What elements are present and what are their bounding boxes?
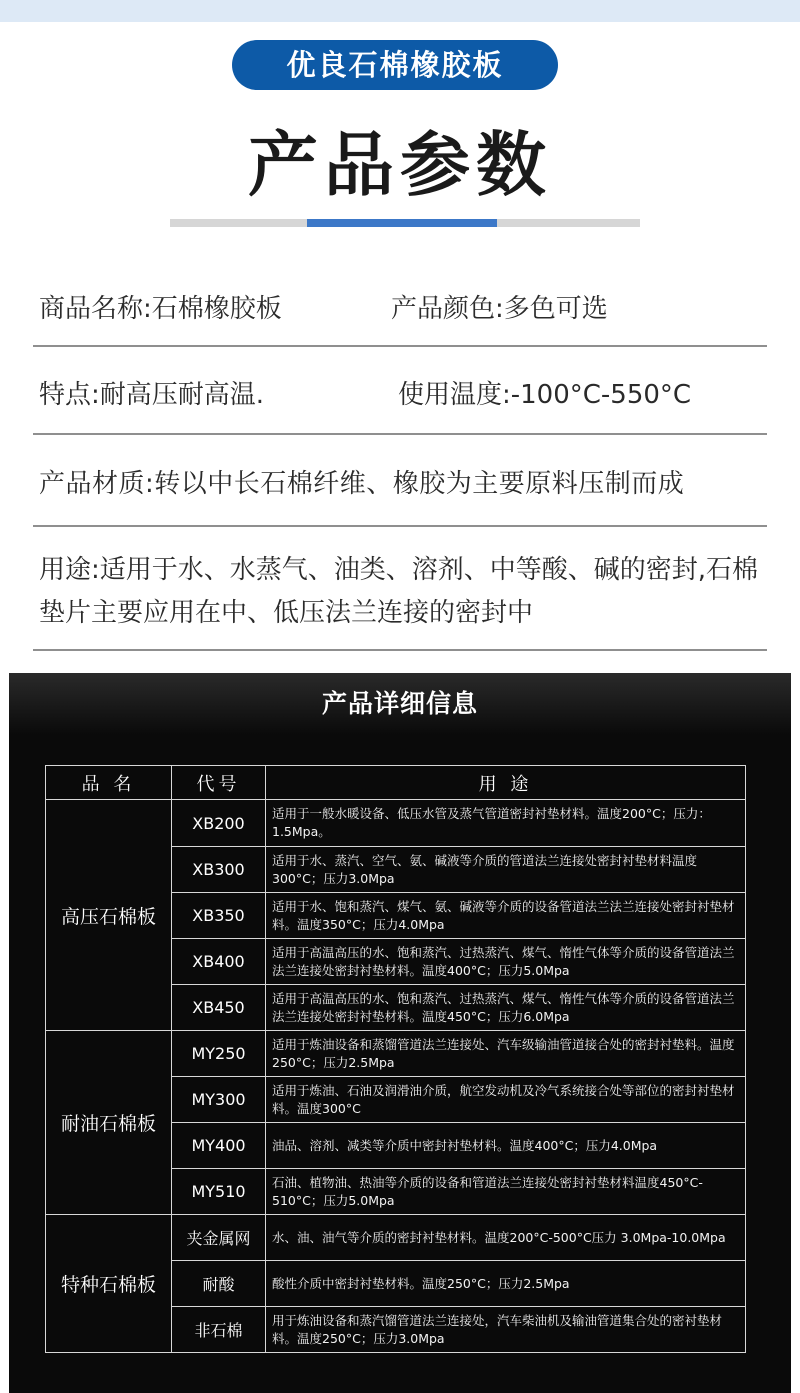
product-code: MY300: [172, 1077, 266, 1123]
product-usage: 水、油、油气等介质的密封衬垫材料。温度200°C-500°C压力 3.0Mpa-10.0Mpa: [266, 1215, 746, 1261]
product-name-badge: 优良石棉橡胶板: [232, 40, 558, 90]
product-code: 夹金属网: [172, 1215, 266, 1261]
table-row: [46, 1215, 746, 1261]
product-code: XB450: [172, 985, 266, 1031]
param-feature: 特点:耐高压耐高温.: [39, 380, 265, 410]
detail-panel: [9, 673, 791, 1393]
top-strip: [0, 0, 800, 22]
column-header-name: 品 名: [46, 766, 172, 800]
product-code: XB300: [172, 847, 266, 893]
product-code: XB200: [172, 800, 266, 847]
product-code: 耐酸: [172, 1261, 266, 1307]
table-row: [46, 1031, 746, 1077]
group-name: 特种石棉板: [46, 1215, 172, 1353]
product-usage: 油品、溶剂、减类等介质中密封衬垫材料。温度400°C；压力4.0Mpa: [266, 1123, 746, 1169]
parameter-row: [33, 435, 767, 527]
column-header-usage: 用 途: [266, 766, 746, 800]
table-header-row: [46, 766, 746, 800]
product-code: XB400: [172, 939, 266, 985]
param-color: 产品颜色:多色可选: [391, 294, 608, 324]
page-title: 产品参数: [248, 124, 552, 206]
group-name: 耐油石棉板: [46, 1031, 172, 1215]
product-code: XB350: [172, 893, 266, 939]
spec-table: [45, 765, 746, 1353]
parameter-row: [33, 527, 767, 651]
table-row: [46, 800, 746, 847]
product-usage: 用于炼油设备和蒸汽馏管道法兰连接处，汽车柴油机及输油管道集合处的密衬垫材料。温度250°C；压力3.0Mpa: [266, 1307, 746, 1353]
product-usage: 适用于高温高压的水、饱和蒸汽、过热蒸汽、煤气、惰性气体等介质的设备管道法兰法兰连接处密封衬垫材料。温度400°C；压力5.0Mpa: [266, 939, 746, 985]
product-usage: 石油、植物油、热油等介质的设备和管道法兰连接处密封衬垫材料温度450°C-510°C；压力5.0Mpa: [266, 1169, 746, 1215]
product-code: MY510: [172, 1169, 266, 1215]
product-usage: 适用于高温高压的水、饱和蒸汽、过热蒸汽、煤气、惰性气体等介质的设备管道法兰法兰连接处密封衬垫材料。温度450°C；压力6.0Mpa: [266, 985, 746, 1031]
param-temperature: 使用温度:-100°C-550°C: [398, 380, 692, 410]
product-code: MY400: [172, 1123, 266, 1169]
parameter-list: [33, 262, 767, 651]
product-usage: 适用于水、饱和蒸汽、煤气、氨、碱液等介质的设备管道法兰法兰连接处密封衬垫材料。温度350°C；压力4.0Mpa: [266, 893, 746, 939]
column-header-code: 代号: [172, 766, 266, 800]
title-underline-accent: [307, 219, 497, 227]
product-code: 非石棉: [172, 1307, 266, 1353]
product-usage: 适用于炼油设备和蒸馏管道法兰连接处、汽车级输油管道接合处的密封衬垫料。温度250°C；压力2.5Mpa: [266, 1031, 746, 1077]
parameter-row: [33, 347, 767, 435]
product-usage: 适用于炼油、石油及润滑油介质，航空发动机及冷气系统接合处等部位的密封衬垫材料。温度300°C: [266, 1077, 746, 1123]
param-usage: 用途:适用于水、水蒸气、油类、溶剂、中等酸、碱的密封,石棉垫片主要应用在中、低压法兰连接的密封中: [39, 555, 759, 628]
product-usage: 酸性介质中密封衬垫材料。温度250°C；压力2.5Mpa: [266, 1261, 746, 1307]
product-usage: 适用于水、蒸汽、空气、氨、碱液等介质的管道法兰连接处密封衬垫材料温度300°C；压力3.0Mpa: [266, 847, 746, 893]
product-usage: 适用于一般水暖设备、低压水管及蒸气管道密封衬垫材料。温度200°C；压力：1.5Mpa。: [266, 800, 746, 847]
product-code: MY250: [172, 1031, 266, 1077]
group-name: 高压石棉板: [46, 800, 172, 1031]
parameter-row: [33, 262, 767, 347]
param-name: 商品名称:石棉橡胶板: [39, 294, 282, 324]
param-material: 产品材质:转以中长石棉纤维、橡胶为主要原料压制而成: [39, 469, 685, 499]
detail-heading: 产品详细信息: [9, 673, 791, 735]
